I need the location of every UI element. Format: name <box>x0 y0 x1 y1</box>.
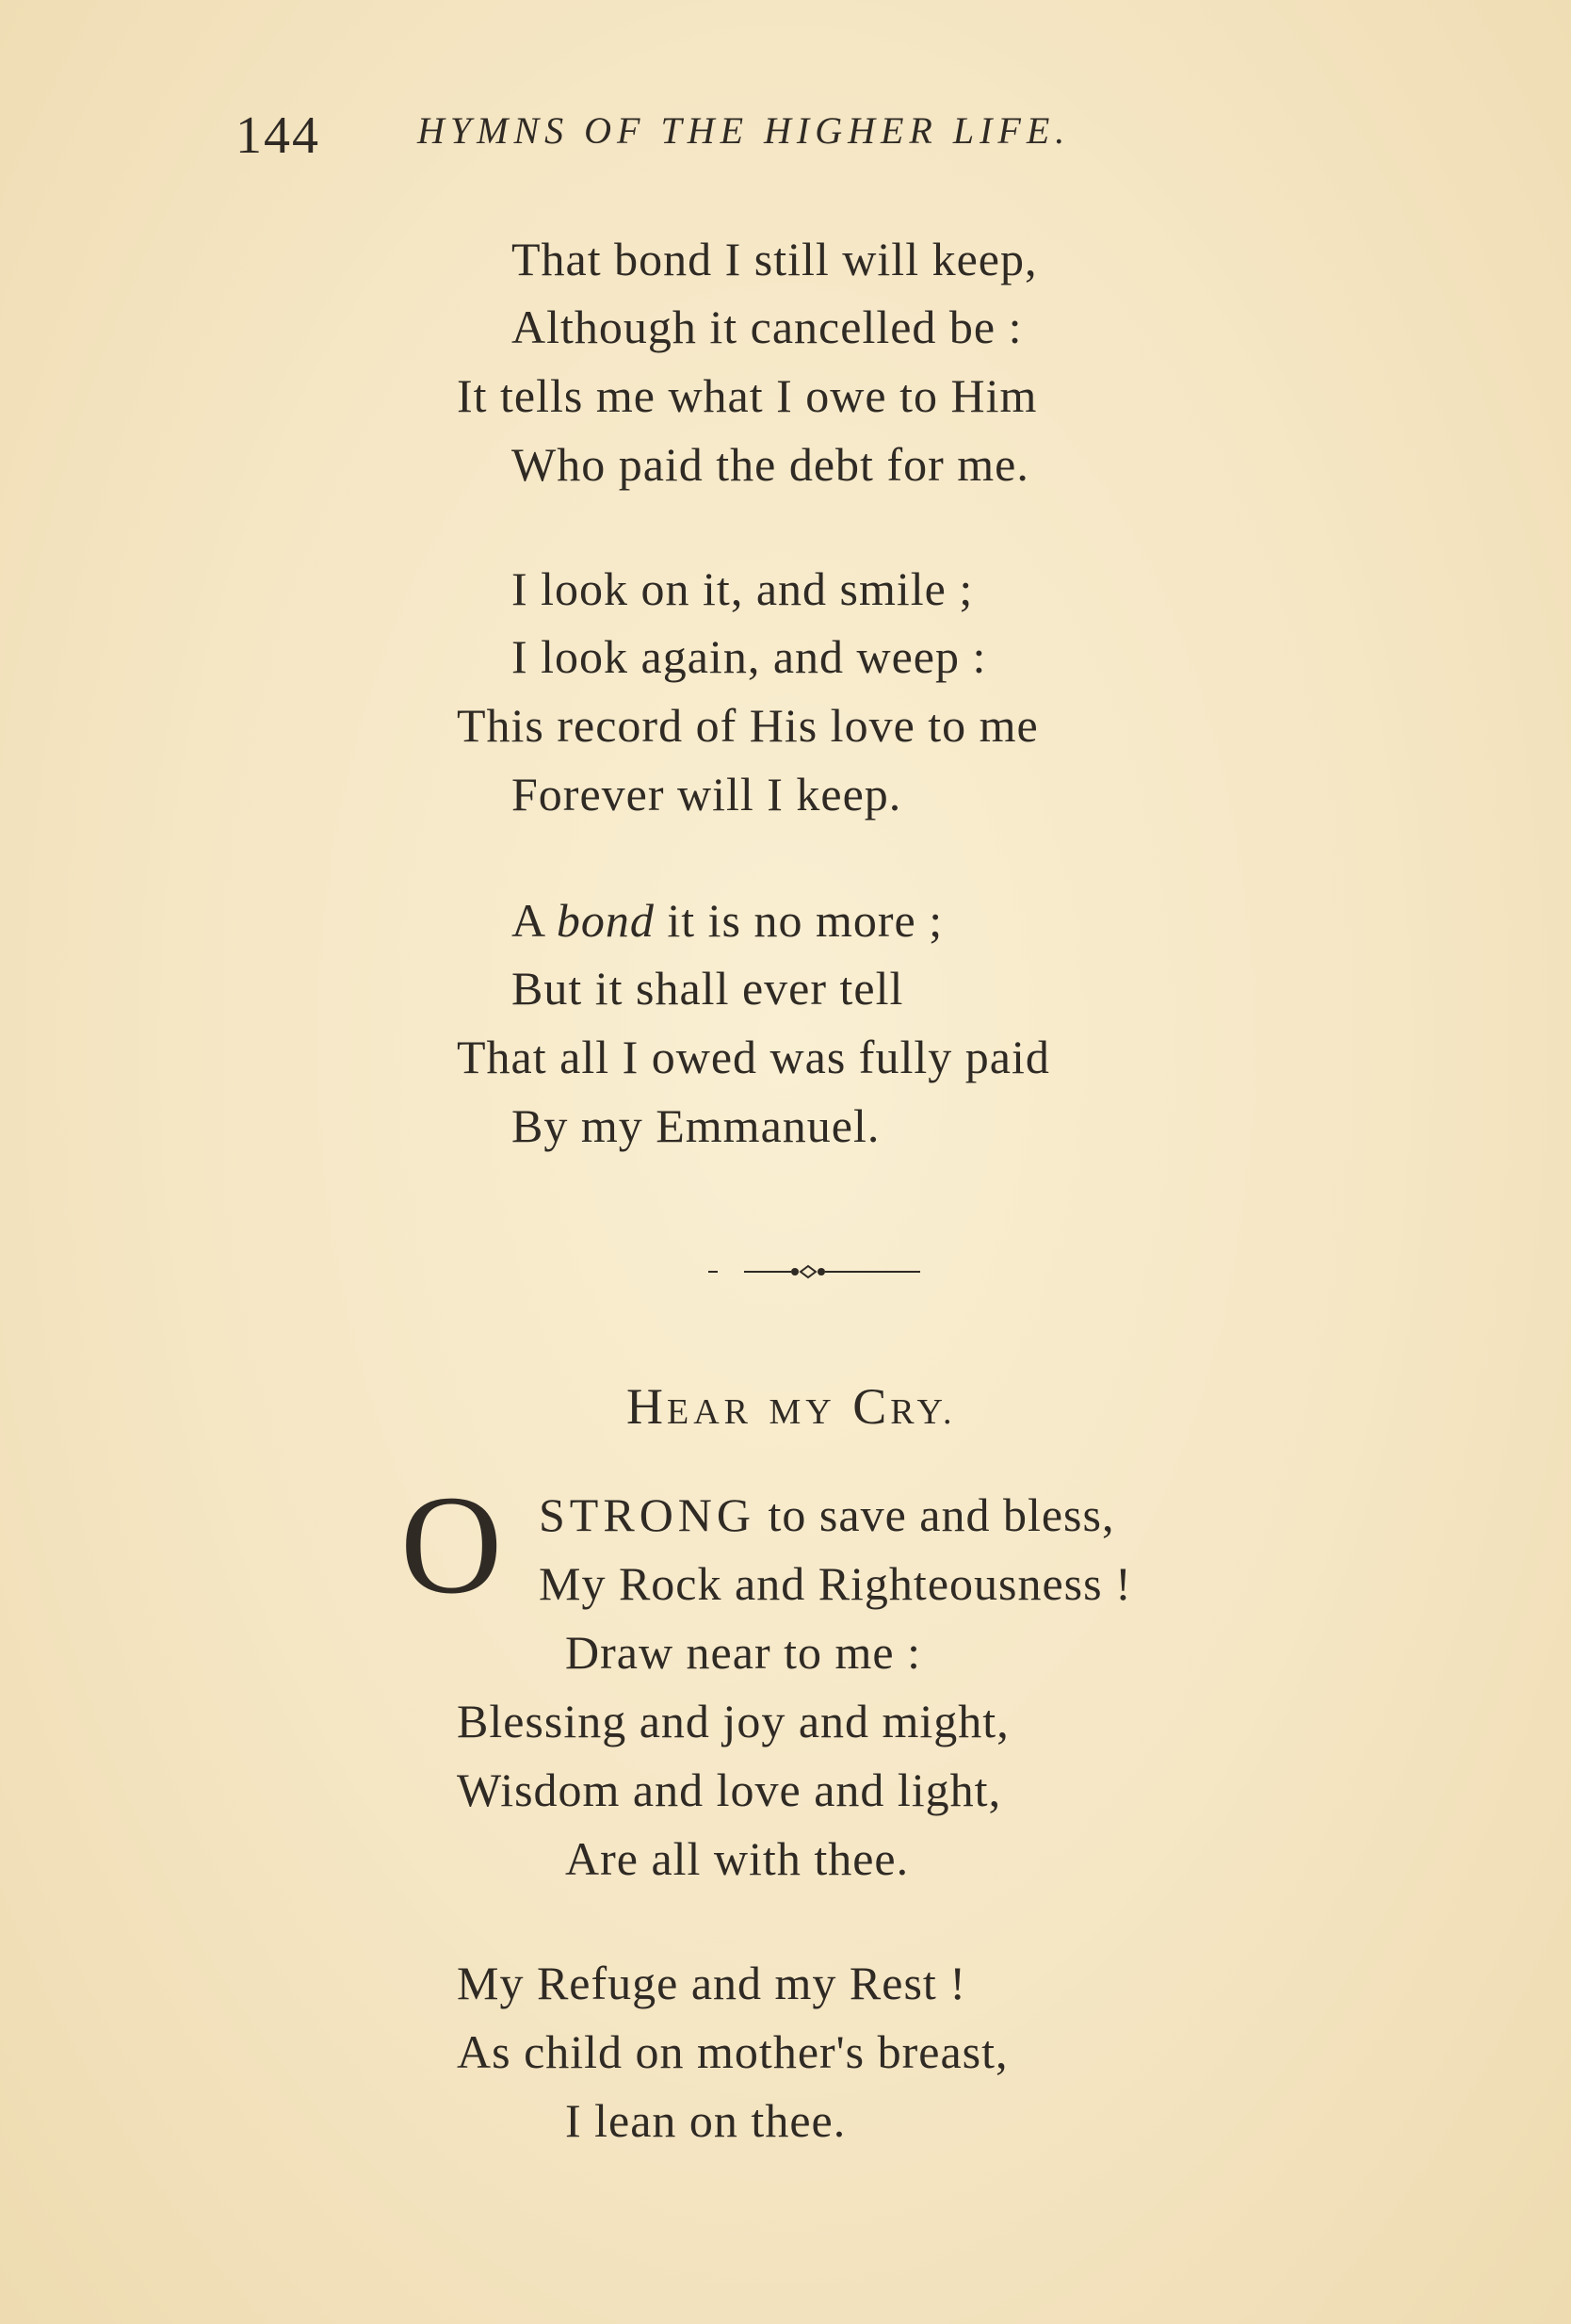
verse-line: Draw near to me : <box>565 1626 921 1679</box>
opening-caps: STRONG <box>539 1488 756 1541</box>
verse-line: But it shall ever tell <box>511 962 904 1015</box>
title-smallcaps: RY. <box>890 1392 957 1432</box>
verse-line: I look on it, and smile ; <box>511 562 974 615</box>
verse-line: Forever will I keep. <box>511 768 902 821</box>
verse-line <box>511 894 944 947</box>
running-title: HYMNS OF THE HIGHER LIFE. <box>417 109 1071 152</box>
title-letter: C <box>852 1378 891 1435</box>
verse-line: By my Emmanuel. <box>511 1099 881 1152</box>
verse-text: A <box>511 894 557 947</box>
verse-line: As child on mother's breast, <box>457 2025 1009 2078</box>
title-smallcaps: MY <box>769 1392 836 1432</box>
title-smallcaps: EAR <box>667 1392 753 1432</box>
verse-line <box>539 1488 1115 1541</box>
verse-line: I look again, and weep : <box>511 630 987 683</box>
verse-line: My Refuge and my Rest ! <box>457 1957 966 2009</box>
poem-title <box>626 1377 957 1436</box>
verse-text: it is no more ; <box>654 894 944 947</box>
drop-cap: O <box>400 1467 503 1623</box>
verse-line: It tells me what I owe to Him <box>457 369 1038 422</box>
title-letter: H <box>626 1378 667 1435</box>
italic-word: bond <box>556 894 655 947</box>
verse-line: I lean on thee. <box>565 2094 847 2147</box>
verse-line: That bond I still will keep, <box>511 233 1038 285</box>
page-number: 144 <box>235 106 320 165</box>
ornament-divider <box>708 1262 925 1281</box>
verse-line: Wisdom and love and light, <box>457 1763 1002 1816</box>
verse-line: Although it cancelled be : <box>511 301 1023 353</box>
verse-line: Blessing and joy and might, <box>457 1695 1010 1747</box>
verse-line: That all I owed was fully paid <box>457 1031 1050 1083</box>
verse-line: Who paid the debt for me. <box>511 438 1029 491</box>
verse-line: My Rock and Righteousness ! <box>539 1557 1132 1610</box>
verse-text: to save and bless, <box>755 1488 1115 1541</box>
verse-line: Are all with thee. <box>565 1832 910 1885</box>
verse-line: This record of His love to me <box>457 699 1039 752</box>
